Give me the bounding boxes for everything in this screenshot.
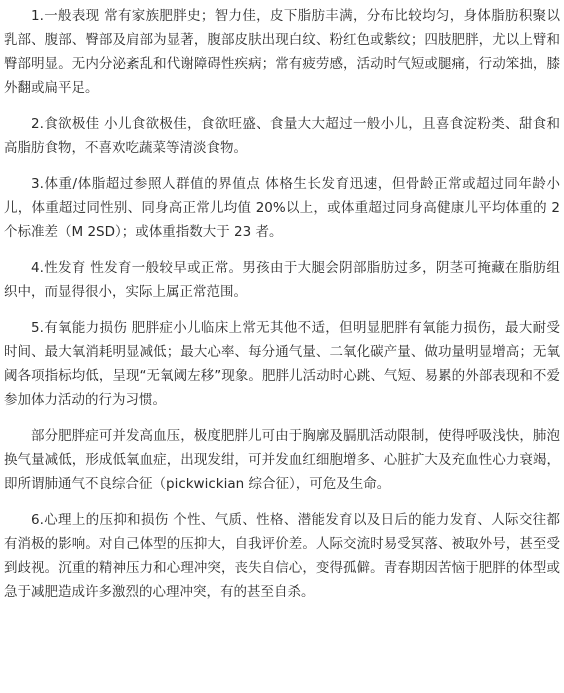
paragraph-weight-threshold: 3.体重/体脂超过参照人群值的界值点 体格生长发育迅速，但骨龄正常或超过同年龄小儿，体重超过同性别、同身高正常儿均值 20%以上，或体重超过同身高健康儿平均体重的 2 个标准差（M 2SD）；或体重指数大于 23 者。 — [4, 176, 560, 240]
paragraph-appetite: 2.食欲极佳 小儿食欲极佳，食欲旺盛、食量大大超过一般小儿，且喜食淀粉类、甜食和高脂肪食物，不喜欢吃蔬菜等清淡食物。 — [4, 116, 560, 156]
paragraph-psychological: 6.心理上的压抑和损伤 个性、气质、性格、潜能发育以及日后的能力发育、人际交往都有消极的影响。对自己体型的压抑大，自我评价差。人际交流时易受冥落、被取外号，甚至受到歧视。沉重的精神压力和心理冲突，丧失自信心，变得孤僻。青春期因苦恼于肥胖的体型或急于减肥造成许多激烈的心理冲突，有的甚至自杀。 — [4, 512, 560, 600]
paragraph-sexual-development: 4.性发育 性发育一般较早或正常。男孩由于大腿会阴部脂肪过多，阴茎可掩藏在脂肪组织中，而显得很小，实际上属正常范围。 — [4, 260, 560, 300]
paragraph-aerobic-capacity: 5.有氧能力损伤 肥胖症小儿临床上常无其他不适，但明显肥胖有氧能力损伤，最大耐受时间、最大氧消耗明显减低；最大心率、每分通气量、二氧化碳产量、做功量明显增高；无氧阈各项指标均低，呈现“无氧阈左移”现象。肥胖儿活动时心跳、气短、易累的外部表现和不爱参加体力活动的行为习惯。 — [4, 320, 560, 408]
paragraph-general-signs: 1.一般表现 常有家族肥胖史；智力佳，皮下脂肪丰满，分布比较均匀，身体脂肪积聚以乳部、腹部、臀部及肩部为显著，腹部皮肤出现白纹、粉红色或紫纹；四肢肥胖，尤以上臂和臀部明显。无内分泌紊乱和代谢障碍性疾病；常有疲劳感，活动时气短或腿痛，行动笨拙，膝外翻或扁平足。 — [4, 8, 560, 96]
paragraph-complications: 部分肥胖症可并发高血压，极度肥胖儿可由于胸廓及膈肌活动限制，使得呼吸浅快，肺泡换气量减低，形成低氧血症，出现发绀，可并发血红细胞增多、心脏扩大及充血性心力衰竭，即所谓肺通气不良综合征（pickwickian 综合征），可危及生命。 — [4, 428, 560, 492]
